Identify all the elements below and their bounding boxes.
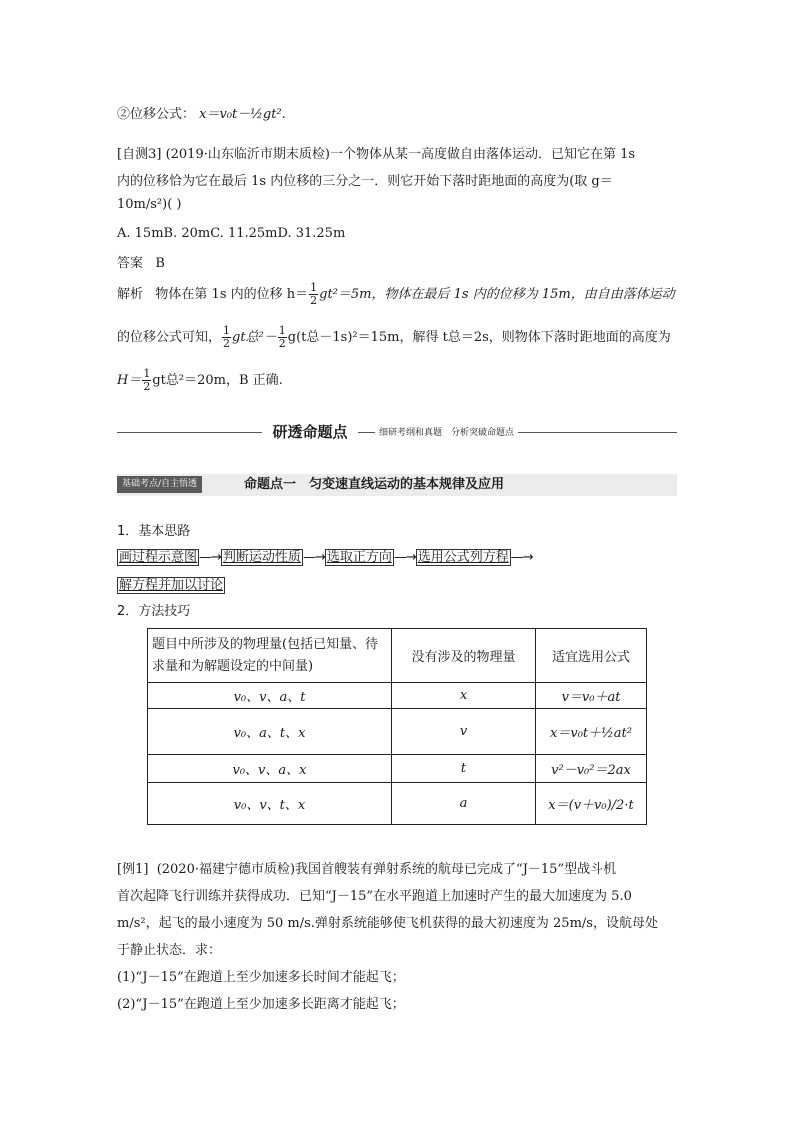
table-cell: a — [392, 783, 536, 825]
example-tag: [例1] — [117, 862, 149, 877]
example-line-2: 首次起降飞行训练并获得成功．已知“J－15”在水平跑道上加速时产生的最大加速度为 5.0 — [117, 889, 632, 904]
question-1: (1)“J－15”在跑道上至少加速多长时间才能起飞； — [117, 970, 405, 985]
example-line-4: 于静止状态．求： — [117, 943, 222, 958]
method-heading: 2．方法技巧 — [117, 604, 191, 619]
fraction-half: $\frac{1}{2}$ — [143, 367, 151, 393]
self-test-line-2: 内的位移恰为它在最后 1s 内位移的三分之一．则它开始下落时距地面的高度为(取 g＝ — [117, 174, 613, 189]
table-row — [148, 709, 647, 755]
example-line-1: [例1] (2020·福建宁德市质检)我国首艘装有弹射系统的航母已完成了“J－15”型战斗机 — [117, 862, 617, 877]
self-test-options: A. 15mB. 20mC. 11.25mD. 31.25m — [117, 226, 346, 241]
formula-prefix: ②位移公式： — [117, 107, 196, 122]
table-row — [148, 755, 647, 783]
formula-text: x＝v₀t－½gt². — [199, 107, 286, 122]
banner-title: 研透命题点 — [262, 420, 358, 444]
arrow-icon: —→ — [302, 550, 325, 565]
table-cell: x＝(v＋v₀)/2·t — [536, 783, 647, 825]
displacement-formula-line — [117, 103, 286, 122]
analysis-line-2: 的位移公式可知， $\frac{1}{2}$ gt总²－ $\frac{1}{2}$ g(t总－1s)²＝15m，解得 t总＝2s，则物体下落时距地面的高度为 — [117, 324, 671, 350]
table-cell: v²－v₀²＝2ax — [536, 755, 647, 783]
table-cell: v₀、a、t、x — [148, 709, 392, 755]
formula-table — [147, 628, 647, 825]
table-cell: v₀、v、t、x — [148, 783, 392, 825]
table-header-cell: 没有涉及的物理量 — [392, 629, 536, 683]
table-cell: v＝v₀＋at — [536, 683, 647, 709]
table-cell: t — [392, 755, 536, 783]
table-header-cell: 适宜选用公式 — [536, 629, 647, 683]
table-row — [148, 683, 647, 709]
self-test-line-1 — [117, 143, 635, 162]
table-cell: v — [392, 709, 536, 755]
step-positive-direction: 选取正方向 — [326, 550, 392, 565]
arrow-icon: —→ — [393, 550, 416, 565]
self-test-source: (2019·山东临沂市期末质检) — [165, 147, 330, 162]
basic-idea-flow — [117, 546, 533, 565]
self-test-line-3: 10m/s²)( ) — [117, 197, 182, 212]
topic-tag: 基础考点/自主悟透 — [117, 476, 202, 493]
answer-value: B — [155, 256, 165, 271]
answer-label: 答案 — [117, 256, 144, 271]
step-draw-diagram: 画过程示意图 — [119, 550, 198, 565]
table-header-row — [148, 629, 647, 683]
table-cell: x — [392, 683, 536, 709]
arrow-icon: —→ — [199, 550, 221, 565]
step-choose-formula: 选用公式列方程 — [417, 550, 509, 565]
topic-title: 命题点一 匀变速直线运动的基本规律及应用 — [244, 477, 505, 492]
table-row — [148, 783, 647, 825]
step-solve-discuss: 解方程并加以讨论 — [119, 578, 224, 593]
fraction-half: $\frac{1}{2}$ — [278, 324, 286, 350]
basic-idea-flow-2 — [117, 574, 225, 593]
table-cell: x＝v₀t＋½at² — [536, 709, 647, 755]
example-line-3: m/s²，起飞的最小速度为 50 m/s.弹射系统能够使飞机获得的最大初速度为 25m/s，设航母处 — [117, 916, 658, 931]
analysis-label: 解析 — [117, 287, 144, 302]
self-test-text: 一个物体从某一高度做自由落体运动．已知它在第 1s — [329, 147, 636, 162]
fraction-half: $\frac{1}{2}$ — [223, 324, 231, 350]
answer-line — [117, 252, 165, 271]
arrow-icon: —→ — [510, 550, 533, 565]
question-2: (2)“J－15”在跑道上至少加速多长距离才能起飞； — [117, 997, 405, 1012]
analysis-line-3: H＝ $\frac{1}{2}$ gt总²＝20m，B 正确. — [117, 367, 283, 393]
fraction-half: $\frac{1}{2}$ — [310, 281, 318, 307]
table-cell: v₀、v、a、t — [148, 683, 392, 709]
step-judge-motion: 判断运动性质 — [222, 550, 301, 565]
basic-idea-heading: 1．基本思路 — [117, 524, 191, 539]
analysis-line-1: 解析 物体在第 1s 内的位移 h＝ $\frac{1}{2}$ gt²＝5m，物体在最后 1s 内的位移为 15m，由自由落体运动 — [117, 281, 675, 307]
table-header-cell: 题目中所涉及的物理量(包括已知量、待求量和为解题设定的中间量) — [148, 629, 392, 683]
self-test-tag: [自测3] — [117, 147, 162, 162]
banner-subtitle: 细研考纲和真题 分析突破命题点 — [375, 425, 518, 438]
table-cell: v₀、v、a、x — [148, 755, 392, 783]
